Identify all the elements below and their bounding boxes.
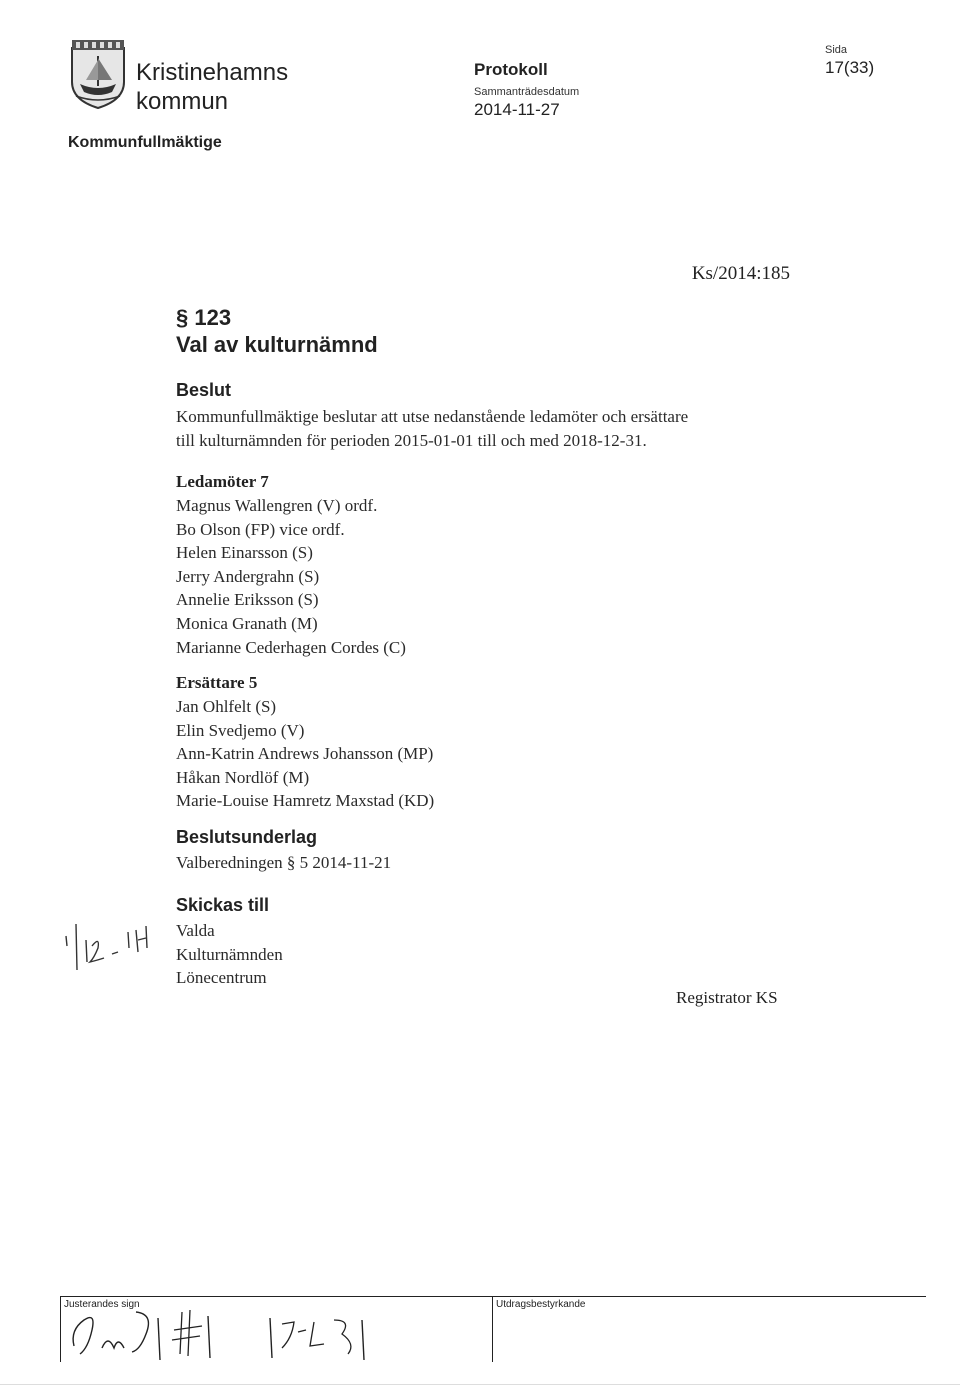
registrar: Registrator KS [676, 988, 778, 1007]
list-item: Ann-Katrin Andrews Johansson (MP) [176, 744, 434, 764]
list-item: Jan Ohlfelt (S) [176, 697, 277, 716]
basis-text: Valberedningen § 5 2014-11-21 [176, 853, 392, 872]
municipality-coat-of-arms-logo [68, 38, 128, 110]
send-to-heading: Skickas till [176, 895, 270, 915]
organization-name [136, 58, 288, 116]
decision-text-line2: till kulturnämnden för perioden 2015-01-01 till och med 2018-12-31. [176, 431, 647, 450]
list-item: Helen Einarsson (S) [176, 543, 313, 563]
document-type: Protokoll [474, 60, 548, 79]
meeting-date-label: Sammanträdesdatum [474, 86, 580, 98]
list-item: Magnus Wallengren (V) ordf. [176, 496, 378, 515]
list-item: Marianne Cederhagen Cordes (C) [176, 637, 406, 657]
members-title: Ledamöter 7 [176, 472, 269, 491]
signature-label: Justerandes sign [64, 1299, 140, 1310]
certification-label: Utdragsbestyrkande [496, 1299, 586, 1310]
list-item: Valda [176, 921, 215, 940]
org-name-line2: kommun [136, 88, 229, 115]
list-item: Håkan Nordlöf (M) [176, 767, 310, 787]
page-number: 17(33) [825, 58, 875, 77]
page-bottom-rule [0, 1384, 960, 1385]
footer-rule [60, 1296, 926, 1297]
list-item: Annelie Eriksson (S) [176, 590, 319, 610]
list-item: Bo Olson (FP) vice ordf. [176, 519, 345, 539]
handwritten-signatures [62, 1304, 422, 1362]
send-to-list [176, 919, 283, 990]
section-number: § 123 [176, 305, 232, 330]
list-item: Monica Granath (M) [176, 613, 318, 633]
basis-heading: Beslutsunderlag [176, 827, 318, 847]
handwritten-date-note [62, 918, 172, 976]
list-item: Lönecentrum [176, 968, 267, 988]
meeting-date: 2014-11-27 [474, 100, 560, 119]
substitutes-list [176, 695, 434, 813]
footer-divider [492, 1296, 493, 1362]
members-list [176, 494, 406, 659]
footer-divider [60, 1296, 61, 1362]
decision-text-line1: Kommunfullmäktige beslutar att utse nedanstående ledamöter och ersättare [176, 407, 689, 426]
case-number: Ks/2014:185 [691, 263, 790, 284]
page-label: Sida [825, 44, 848, 56]
list-item: Kulturnämnden [176, 944, 283, 964]
list-item: Jerry Andergrahn (S) [176, 566, 320, 586]
section-title: Val av kulturnämnd [176, 332, 378, 357]
org-name-line1: Kristinehamns [136, 59, 289, 86]
decision-heading: Beslut [176, 380, 232, 400]
decision-text [176, 405, 688, 453]
list-item: Marie-Louise Hamretz Maxstad (KD) [176, 791, 435, 811]
substitutes-title: Ersättare 5 [176, 673, 258, 692]
department-name: Kommunfullmäktige [68, 134, 222, 151]
list-item: Elin Svedjemo (V) [176, 720, 305, 740]
